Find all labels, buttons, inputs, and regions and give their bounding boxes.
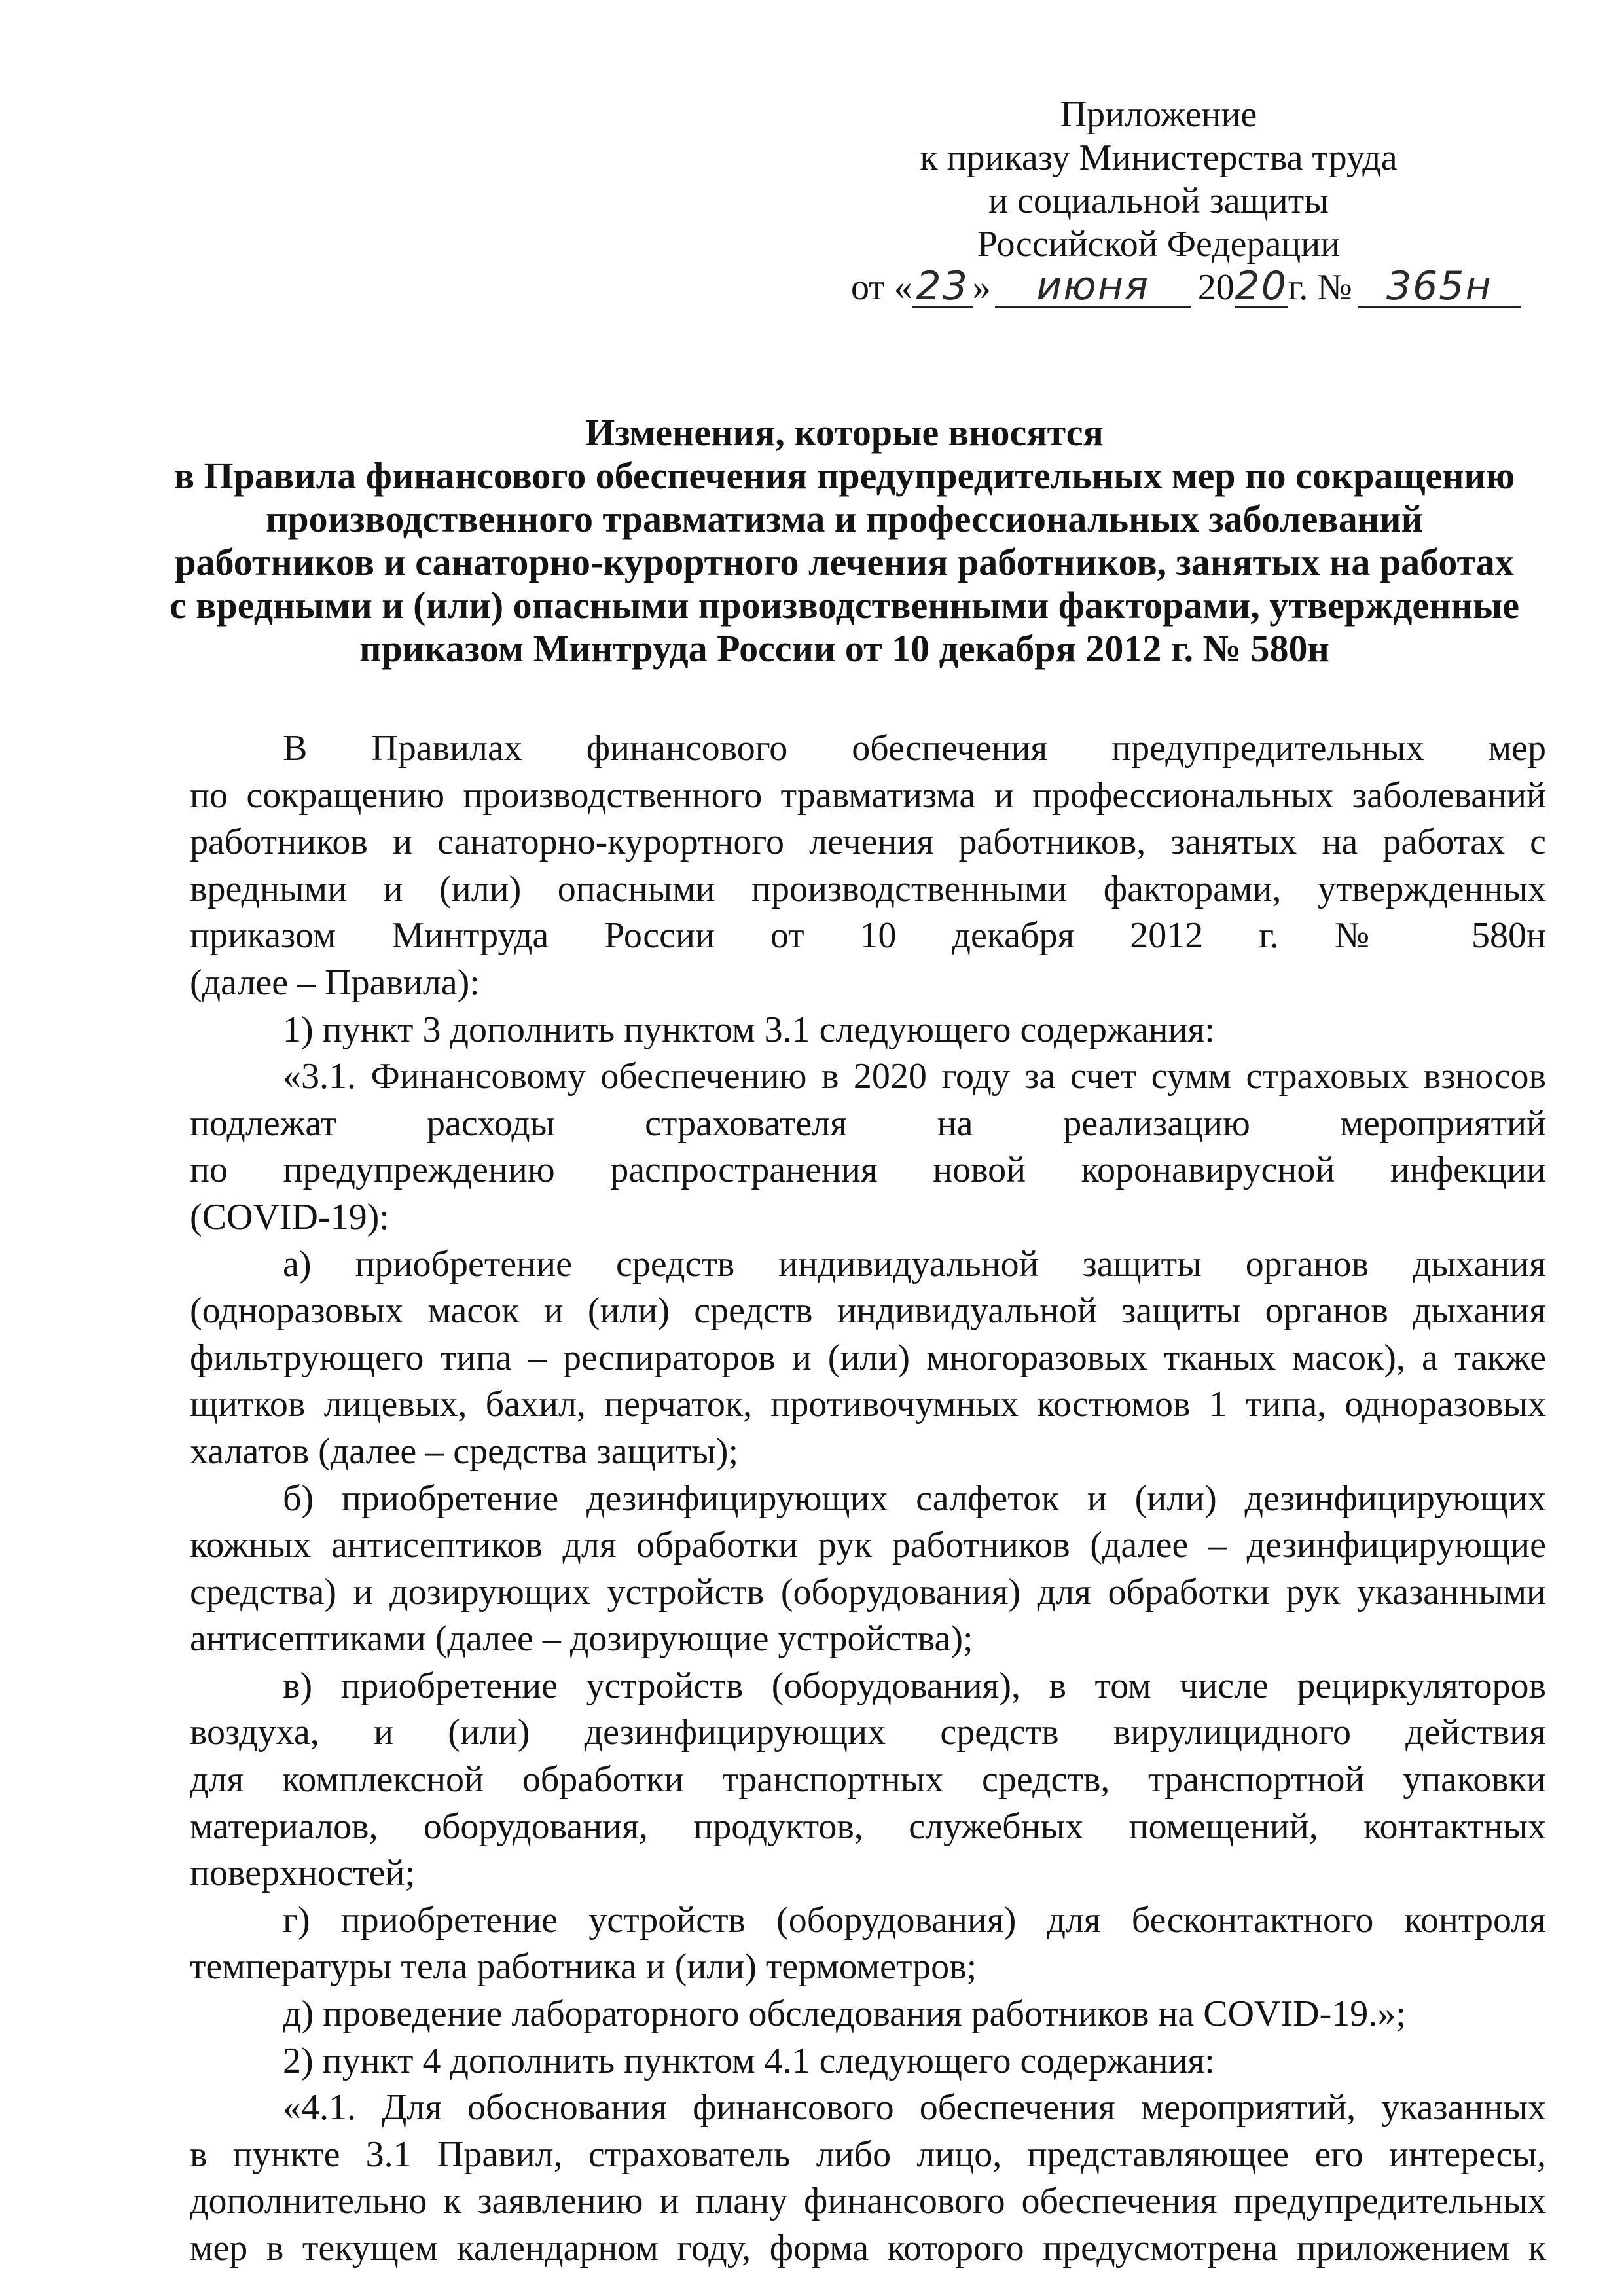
body-line: воздуха, и (или) дезинфицирующих средств вирулицидного действия: [190, 1712, 1546, 1753]
body-line: поверхностей;: [190, 1853, 416, 1894]
body-line: кожных антисептиков для обработки рук работников (далее – дезинфицирующие: [190, 1525, 1546, 1566]
order-date-line: [851, 263, 1492, 309]
date-month: июня: [1036, 263, 1150, 309]
body-line: (COVID-19):: [190, 1196, 389, 1237]
body-line: по сокращению производственного травматизма и профессиональных заболеваний: [190, 774, 1546, 816]
title-line: приказом Минтруда России от 10 декабря 2012 г. № 580н: [359, 627, 1329, 670]
body-line: В Правилах финансового обеспечения предупредительных мер: [283, 728, 1546, 769]
body-line: (одноразовых масок и (или) средств индивидуальной защиты органов дыхания: [190, 1290, 1546, 1332]
body-line: температуры тела работника и (или) термометров;: [190, 1946, 977, 1988]
appendix-ministry: и социальной защиты: [988, 181, 1329, 221]
body-line: по предупреждению распространения новой коронавирусной инфекции: [190, 1150, 1546, 1191]
body-line: материалов, оборудования, продуктов, служебных помещений, контактных: [190, 1806, 1546, 1847]
title-line: Изменения, которые вносятся: [585, 411, 1104, 454]
order-number: 365н: [1386, 263, 1492, 309]
title-line: работников и санаторно-курортного лечения работников, занятых на работах: [175, 541, 1514, 583]
body-line: щитков лицевых, бахил, перчаток, противочумных костюмов 1 типа, одноразовых: [190, 1384, 1546, 1425]
body-line: антисептиками (далее – дозирующие устройства);: [190, 1618, 973, 1660]
body-line: дополнительно к заявлению и плану финансового обеспечения предупредительных: [190, 2181, 1546, 2222]
date-year-handwritten: 20: [1235, 263, 1288, 309]
body-line: мер в текущем календарном году, форма которого предусмотрена приложением к: [190, 2228, 1546, 2269]
body-line: 2) пункт 4 дополнить пунктом 4.1 следующего содержания:: [283, 2040, 1215, 2081]
body-line: а) приобретение средств индивидуальной защиты органов дыхания: [283, 1243, 1546, 1285]
body-line: г) приобретение устройств (оборудования) для бесконтактного контроля: [283, 1899, 1546, 1941]
body-line: в пункте 3.1 Правил, страхователь либо лицо, представляющее его интересы,: [190, 2134, 1546, 2175]
body-line: д) проведение лабораторного обследования работников на COVID-19.»;: [283, 1994, 1406, 2035]
date-quote-close: »: [972, 267, 991, 308]
body-line: приказом Минтруда России от 10 декабря 2012 г. № 580н: [190, 915, 1546, 957]
body-line: (далее – Правила):: [190, 962, 480, 1003]
body-line: в) приобретение устройств (оборудования), в том числе рециркуляторов: [283, 1665, 1546, 1706]
title-line: с вредными и (или) опасными производственными факторами, утвержденные: [169, 584, 1520, 627]
date-prefix: от «: [851, 267, 912, 308]
document-body: [190, 725, 1546, 2272]
document-title: [151, 411, 1538, 670]
body-line: для комплексной обработки транспортных средств, транспортной упаковки: [190, 1759, 1546, 1800]
date-year-prefix: 20: [1197, 267, 1235, 308]
appendix-order-ref: к приказу Министерства труда: [920, 137, 1398, 178]
body-line: «4.1. Для обоснования финансового обеспечения мероприятий, указанных: [283, 2087, 1546, 2128]
date-day: 23: [916, 263, 969, 309]
title-line: в Правила финансового обеспечения предупредительных мер по сокращению: [173, 454, 1515, 497]
appendix-label: Приложение: [1060, 94, 1257, 135]
body-line: подлежат расходы страхователя на реализацию мероприятий: [190, 1102, 1546, 1144]
body-line: «3.1. Финансовому обеспечению в 2020 году за счет сумм страховых взносов: [283, 1056, 1546, 1097]
body-line: вредными и (или) опасными производственными факторами, утвержденных: [190, 868, 1546, 909]
body-line: б) приобретение дезинфицирующих салфеток и (или) дезинфицирующих: [283, 1478, 1546, 1519]
body-line: средства) и дозирующих устройств (оборудования) для обработки рук указанными: [190, 1571, 1546, 1613]
body-line: халатов (далее – средства защиты);: [190, 1430, 739, 1472]
body-line: фильтрующего типа – респираторов и (или) многоразовых тканых масок), а также: [190, 1337, 1546, 1378]
title-line: производственного травматизма и профессиональных заболеваний: [266, 498, 1423, 540]
date-suffix: г. №: [1288, 267, 1352, 308]
body-line: 1) пункт 3 дополнить пунктом 3.1 следующего содержания:: [283, 1009, 1215, 1050]
appendix-header: [851, 93, 1492, 309]
appendix-country: Российской Федерации: [977, 224, 1341, 264]
body-line: работников и санаторно-курортного лечения работников, занятых на работах с: [190, 822, 1546, 863]
